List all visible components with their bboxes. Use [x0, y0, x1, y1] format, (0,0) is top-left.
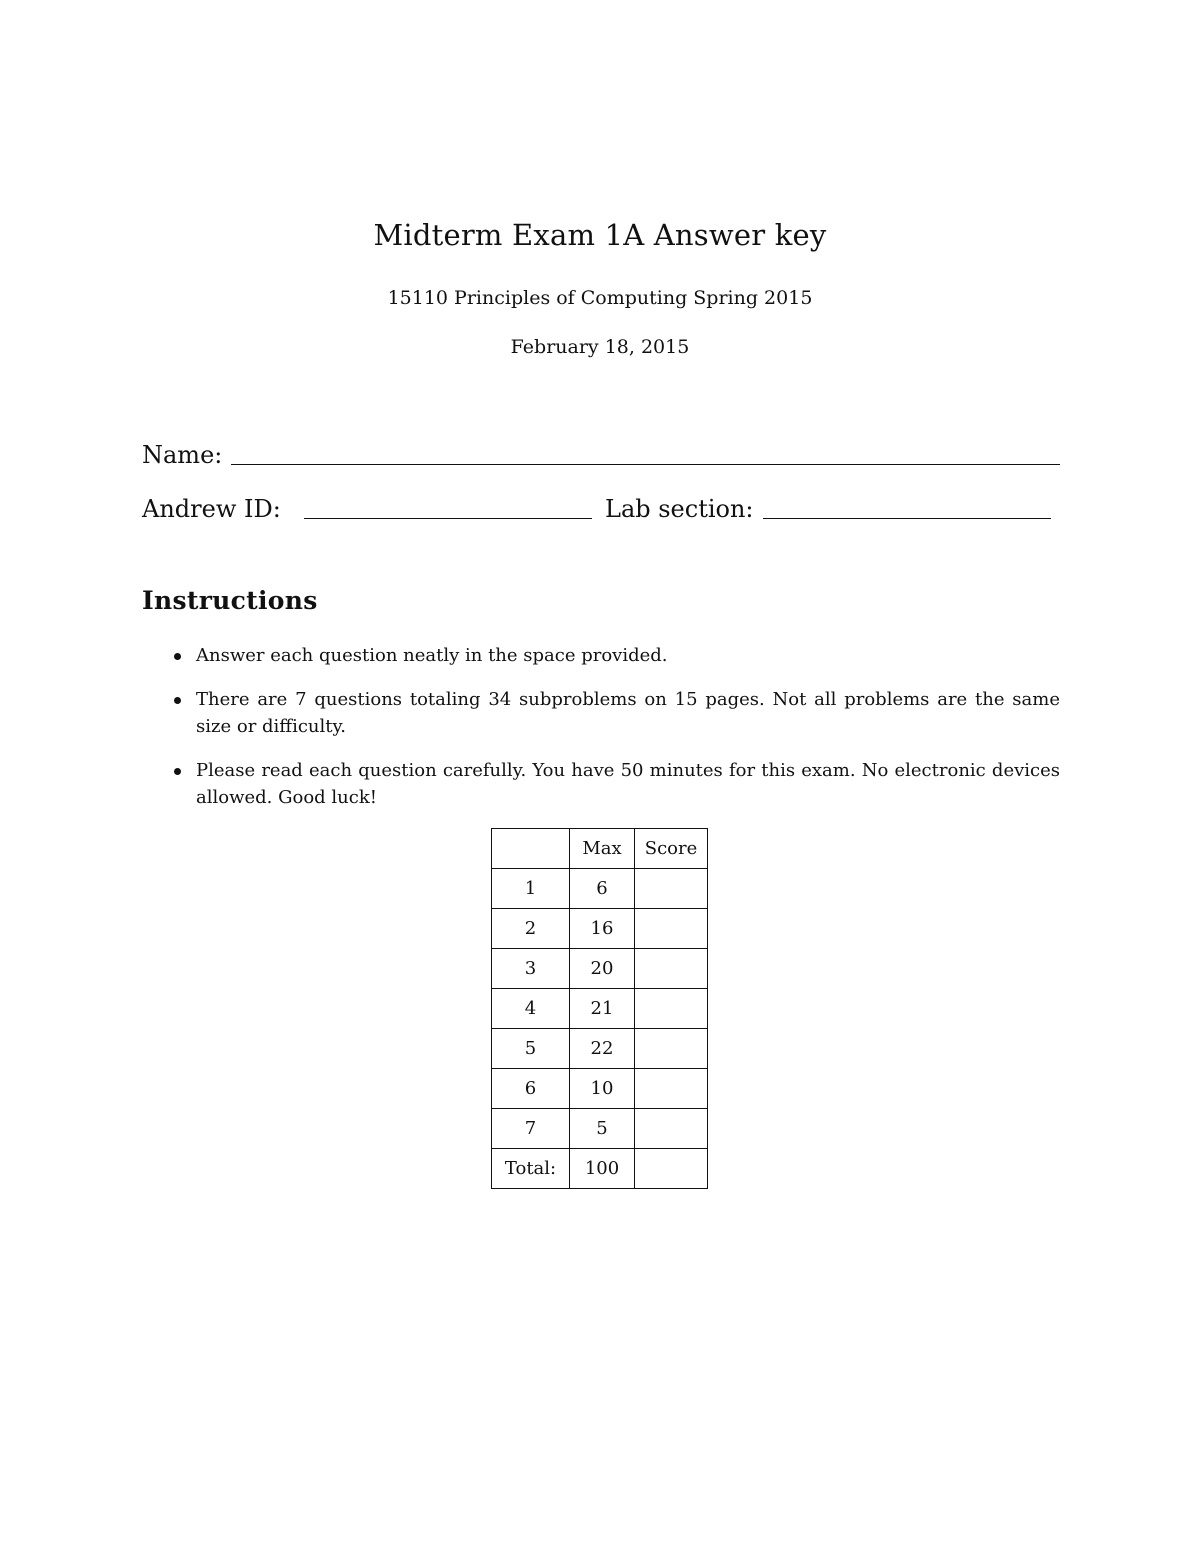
question-number-cell: 6 — [492, 1069, 570, 1109]
andrew-id-field[interactable] — [304, 518, 592, 519]
score-cell[interactable] — [635, 1069, 708, 1109]
score-cell[interactable] — [635, 1109, 708, 1149]
table-row — [492, 949, 708, 989]
instruction-text: Answer each question neatly in the space provided. — [196, 645, 668, 666]
course-name: 15110 Principles of Computing Spring 2015 — [387, 287, 813, 309]
bullet-icon — [174, 768, 181, 775]
table-row — [492, 989, 708, 1029]
table-row — [492, 909, 708, 949]
total-label-cell: Total: — [492, 1149, 570, 1189]
instruction-text: Please read each question carefully. You have 50 minutes for this exam. No electronic devices allowed. Good luck! — [196, 760, 1060, 808]
score-cell[interactable] — [635, 949, 708, 989]
name-field[interactable] — [231, 464, 1060, 465]
max-points-cell: 6 — [570, 869, 635, 909]
bullet-icon — [174, 653, 181, 660]
score-cell[interactable] — [635, 989, 708, 1029]
table-header-cell — [492, 829, 570, 869]
table-header-cell: Score — [635, 829, 708, 869]
instruction-text: There are 7 questions totaling 34 subproblems on 15 pages. Not all problems are the same size or difficulty. — [196, 689, 1060, 737]
max-points-cell: 5 — [570, 1109, 635, 1149]
max-points-cell: 10 — [570, 1069, 635, 1109]
instructions-heading: Instructions — [142, 586, 318, 615]
lab-section-field[interactable] — [763, 518, 1051, 519]
question-number-cell: 3 — [492, 949, 570, 989]
max-points-cell: 20 — [570, 949, 635, 989]
instruction-item — [172, 757, 1060, 811]
question-number-cell: 7 — [492, 1109, 570, 1149]
table-row — [492, 1069, 708, 1109]
question-number-cell: 1 — [492, 869, 570, 909]
table-row — [492, 869, 708, 909]
table-row — [492, 1029, 708, 1069]
name-label: Name: — [142, 441, 223, 469]
score-cell[interactable] — [635, 1029, 708, 1069]
exam-date: February 18, 2015 — [510, 336, 690, 358]
instructions-list — [172, 642, 1060, 828]
total-max-cell: 100 — [570, 1149, 635, 1189]
instruction-item — [172, 686, 1060, 740]
max-points-cell: 16 — [570, 909, 635, 949]
question-number-cell: 4 — [492, 989, 570, 1029]
score-cell[interactable] — [635, 909, 708, 949]
total-score-cell[interactable] — [635, 1149, 708, 1189]
score-table — [491, 828, 708, 1189]
max-points-cell: 22 — [570, 1029, 635, 1069]
table-header-row — [492, 829, 708, 869]
page-title: Midterm Exam 1A Answer key — [373, 218, 827, 252]
lab-section-label: Lab section: — [605, 495, 754, 523]
question-number-cell: 2 — [492, 909, 570, 949]
question-number-cell: 5 — [492, 1029, 570, 1069]
table-header-cell: Max — [570, 829, 635, 869]
table-row — [492, 1109, 708, 1149]
bullet-icon — [174, 697, 181, 704]
max-points-cell: 21 — [570, 989, 635, 1029]
table-total-row — [492, 1149, 708, 1189]
andrew-id-label: Andrew ID: — [142, 495, 281, 523]
instruction-item — [172, 642, 1060, 669]
score-cell[interactable] — [635, 869, 708, 909]
